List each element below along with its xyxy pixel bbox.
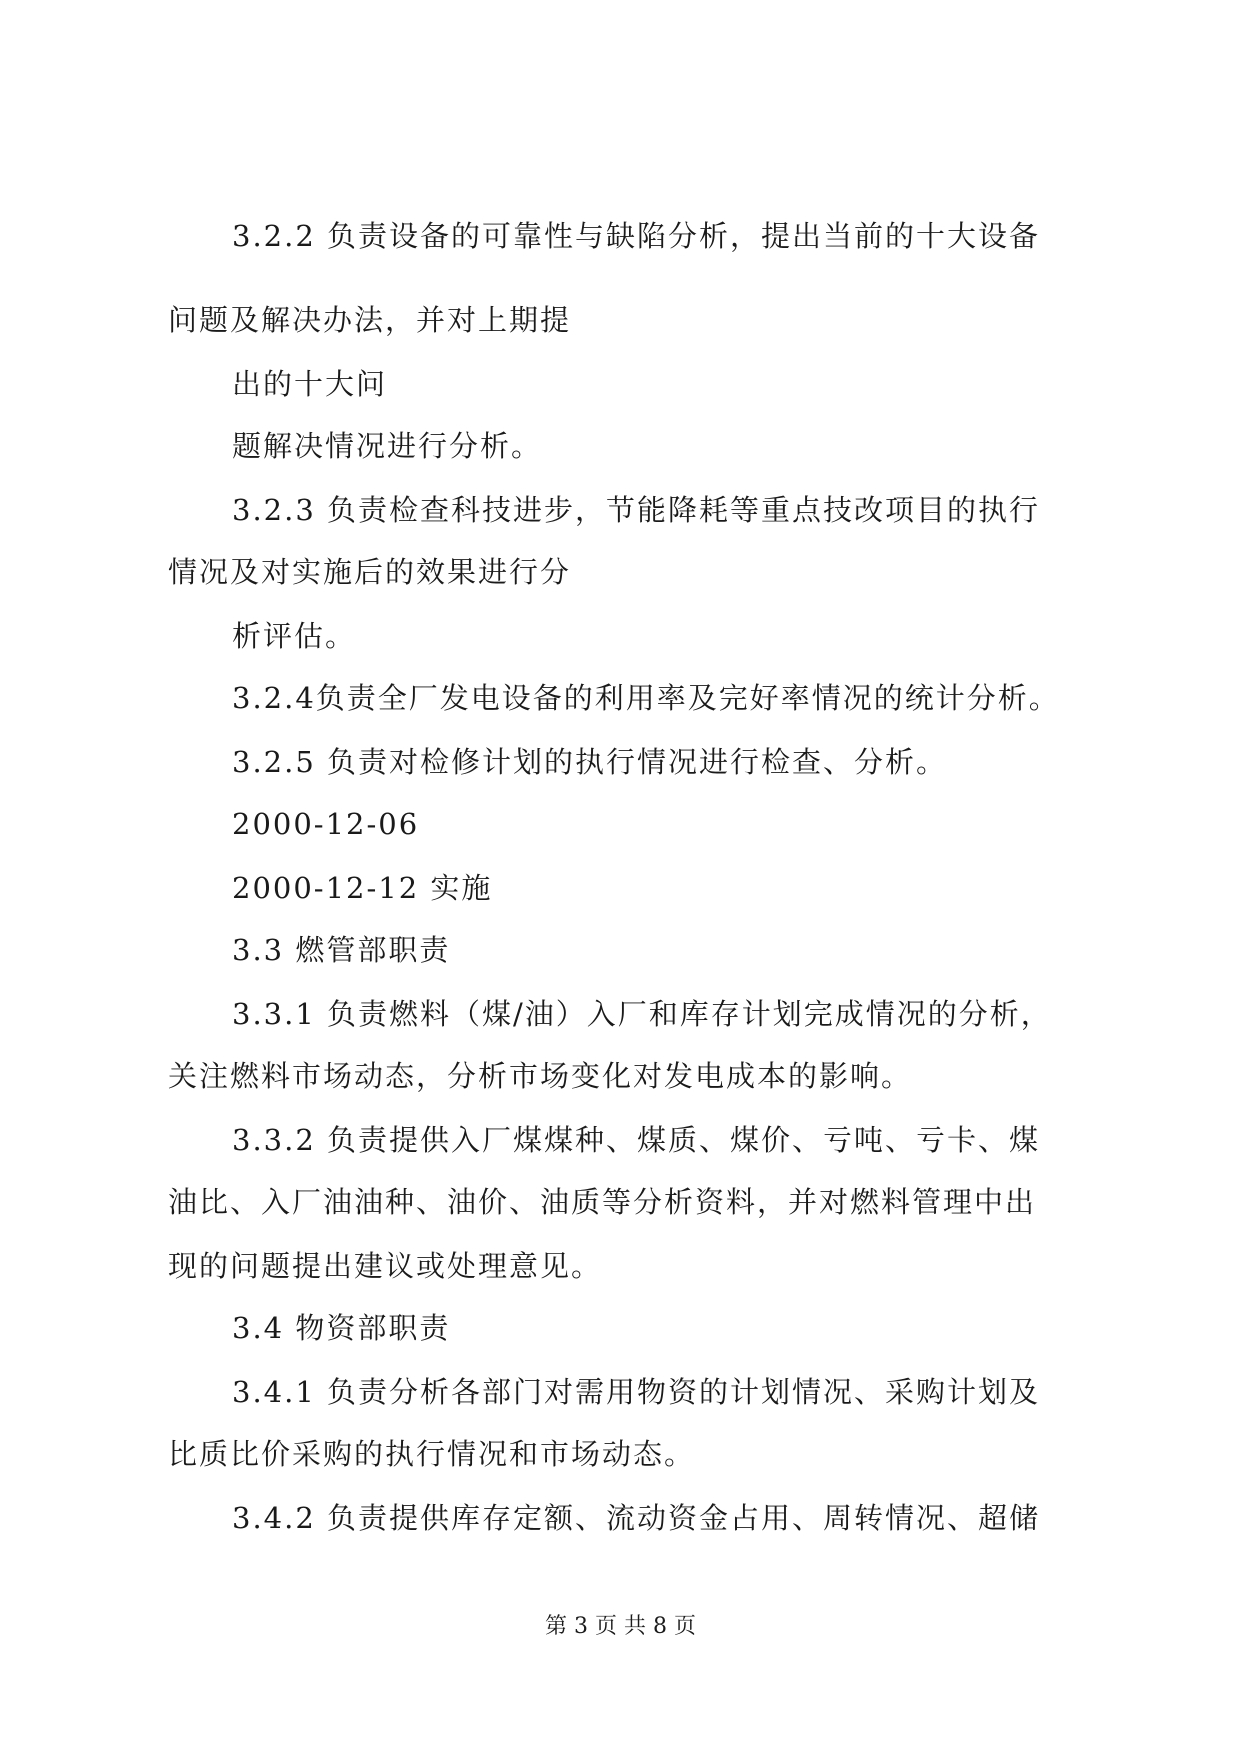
text-line-17: 现的问题提出建议或处理意见。: [168, 1249, 603, 1283]
text-line-19: 3.4.1 负责分析各部门对需用物资的计划情况、采购计划及: [232, 1375, 1041, 1409]
text-line-14: 关注燃料市场动态，分析市场变化对发电成本的影响。: [168, 1059, 913, 1093]
section-heading-3-3: 3.3 燃管部职责: [232, 933, 451, 967]
text-line-6: 情况及对实施后的效果进行分: [168, 555, 572, 589]
date-issue: 2000-12-06: [232, 807, 420, 841]
text-line-15: 3.3.2 负责提供入厂煤煤种、煤质、煤价、亏吨、亏卡、煤: [232, 1123, 1041, 1157]
text-line-8: 3.2.4负责全厂发电设备的利用率及完好率情况的统计分析。: [232, 681, 1060, 715]
page-footer: 第 3 页 共 8 页: [545, 1614, 696, 1639]
text-line-20: 比质比价采购的执行情况和市场动态。: [168, 1437, 696, 1471]
text-line-9: 3.2.5 负责对检修计划的执行情况进行检查、分析。: [232, 745, 948, 779]
text-line-21: 3.4.2 负责提供库存定额、流动资金占用、周转情况、超储: [232, 1501, 1041, 1535]
text-line-13: 3.3.1 负责燃料（煤/油）入厂和库存计划完成情况的分析，: [232, 997, 1052, 1031]
text-line-2: 问题及解决办法，并对上期提: [168, 303, 572, 337]
text-line-7: 析评估。: [232, 619, 357, 653]
text-line-5: 3.2.3 负责检查科技进步，节能降耗等重点技改项目的执行: [232, 493, 1041, 527]
text-line-1: 3.2.2 负责设备的可靠性与缺陷分析，提出当前的十大设备: [232, 219, 1041, 253]
text-line-3: 出的十大问: [232, 367, 388, 401]
date-implement: 2000-12-12 实施: [232, 871, 493, 905]
section-heading-3-4: 3.4 物资部职责: [232, 1311, 451, 1345]
text-line-16: 油比、入厂油油种、油价、油质等分析资料，并对燃料管理中出: [168, 1185, 1037, 1219]
text-line-4: 题解决情况进行分析。: [232, 429, 543, 463]
